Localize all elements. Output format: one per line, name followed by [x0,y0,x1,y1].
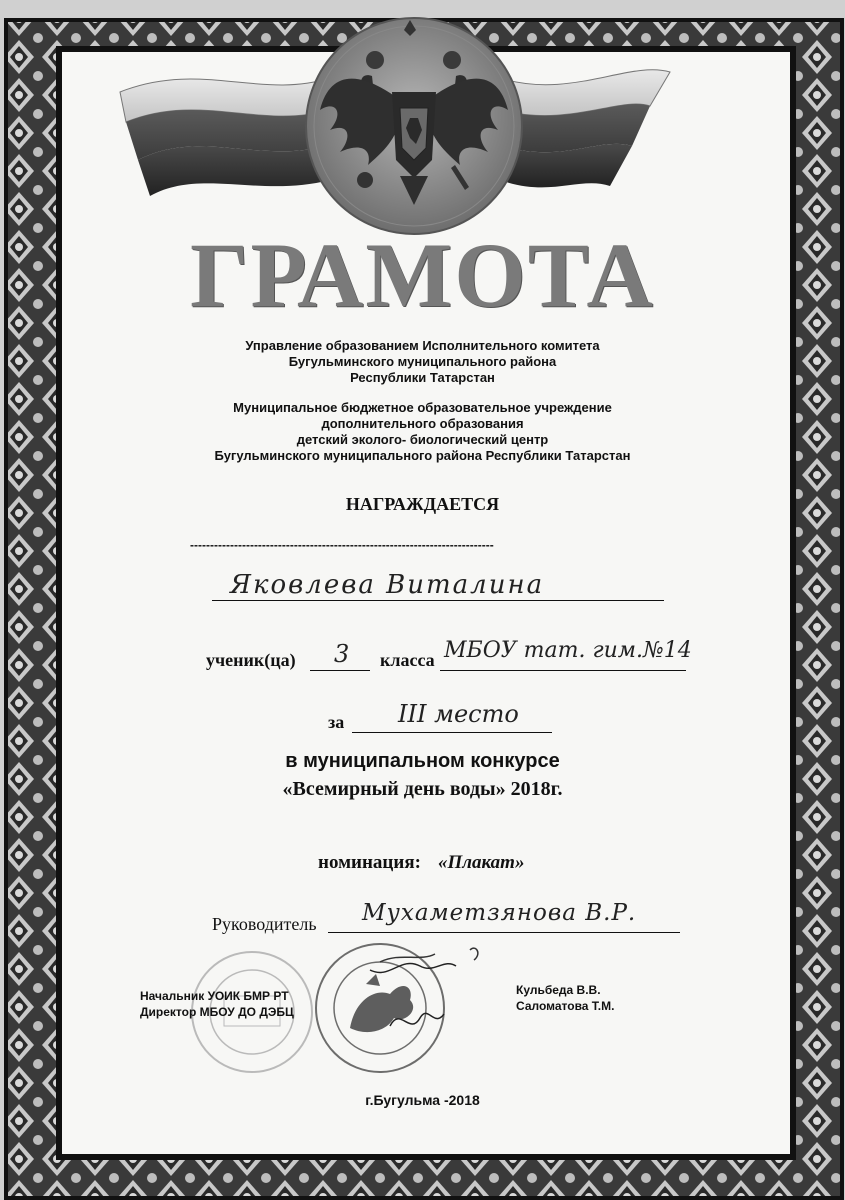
student-label: ученик(ца) [206,650,296,670]
nomination-label: номинация: [318,852,421,873]
org-line-6: детский эколого- биологический центр [296,432,549,447]
grade-underline [310,670,370,671]
supervisor-label: Руководитель [212,914,317,934]
class-label: класса [380,650,435,670]
signatory-left-1: Начальник УОИК БМР РТ [140,989,289,1003]
school-value: МБОУ тат. гим.№14 [444,638,692,663]
awarded-heading: НАГРАЖДАЕТСЯ [345,494,500,514]
for-label: за [328,712,345,732]
signatory-right-2: Саломатова Т.М. [516,999,615,1013]
city-year: г.Бугульма -2018 [365,1092,480,1108]
org-line-1: Управление образованием Исполнительного комитета [245,338,600,353]
org-line-5: дополнительного образования [321,416,524,431]
recipient-name: Яковлева Виталина [230,570,545,600]
place-underline [352,732,552,733]
org-line-3: Республики Татарстан [350,370,495,385]
org-line-4: Муниципальное бюджетное образовательное учреждение [233,400,612,415]
grade-value: 3 [334,640,350,668]
snow-leopard-seal-stamp [316,944,444,1072]
name-underline [212,600,664,601]
supervisor-value: Мухаметзянова В.Р. [362,900,637,926]
double-headed-eagle-emblem [306,18,522,234]
certificate-title: ГРАМОТА [189,224,655,326]
org-line-2: Бугульминского муниципального района [288,354,557,369]
contest-line-2: «Всемирный день воды» 2018г. [282,778,563,800]
dash-line: ---------------------------------------------------------------------------- [190,538,494,552]
contest-line-1: в муниципальном конкурсе [285,750,560,772]
school-underline [440,670,686,671]
supervisor-underline [328,932,680,933]
place-value: III место [398,700,519,728]
signatory-left-2: Директор МБОУ ДО ДЭБЦ [140,1005,294,1019]
signatory-right-1: Кульбеда В.В. [516,983,601,997]
org-line-7: Бугульминского муниципального района Республики Татарстан [214,448,631,463]
nomination-value: «Плакат» [438,852,525,873]
